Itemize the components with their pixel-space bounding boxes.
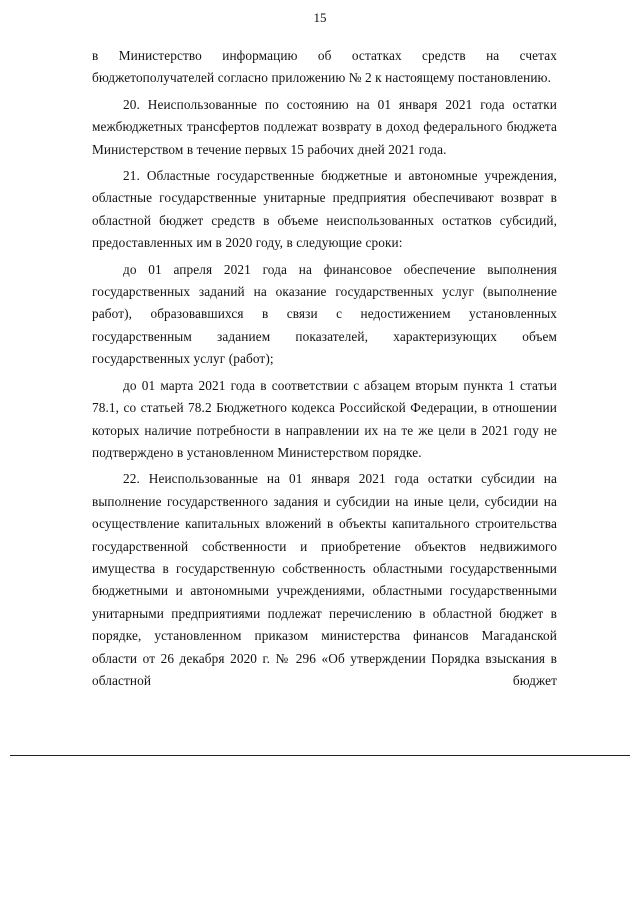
paragraph-22: 22. Неиспользованные на 01 января 2021 года остатки субсидии на выполнение государственного задания и субсидии на иные цели, субсидии на осуществление капитальных вложений в объекты капитального строительства государственной собственности и приобретение объектов недвижимого имущества в государственную собственность областными государственными бюджетными и автономными учреждениями, областными государственными унитарными предприятиями подлежат перечислению в областной бюджет в порядке, установленном приказом министерства финансов Магаданской области от 26 декабря 2020 г. № 296 «Об утверждении Порядка взыскания в областной бюджет [92,471,557,688]
document-body [92,45,557,692]
page-number: 15 [313,10,327,25]
paragraph-21-item-april: до 01 апреля 2021 года на финансовое обеспечение выполнения государственных заданий на оказание государственных услуг (выполнение работ), образовавшихся в связи с недостижением установленных государственным заданием показателей, характеризующих объем государственных услуг (работ); [92,261,557,367]
paragraph-20: 20. Неиспользованные по состоянию на 01 января 2021 года остатки межбюджетных трансфертов подлежат возврату в доход федерального бюджета Министерством в течение первых 15 рабочих дней 2021 года. [92,96,557,157]
paragraph-continuation: в Министерство информацию об остатках средств на счетах бюджетополучателей согласно приложению № 2 к настоящему постановлению. [92,48,557,86]
paragraph-21: 21. Областные государственные бюджетные и автономные учреждения, областные государственные унитарные предприятия обеспечивают возврат в областной бюджет средств в объеме неиспользованных остатков субсидий, предоставленных им в 2020 году, в следующие сроки: [92,168,557,251]
footer-divider [10,755,630,756]
paragraph-21-item-march: до 01 марта 2021 года в соответствии с абзацем вторым пункта 1 статьи 78.1, со статьей 78.2 Бюджетного кодекса Российской Федерации, в отношении которых наличие потребности в направлении их на те же цели в 2021 году не подтверждено в установленном Министерством порядке. [92,377,557,460]
